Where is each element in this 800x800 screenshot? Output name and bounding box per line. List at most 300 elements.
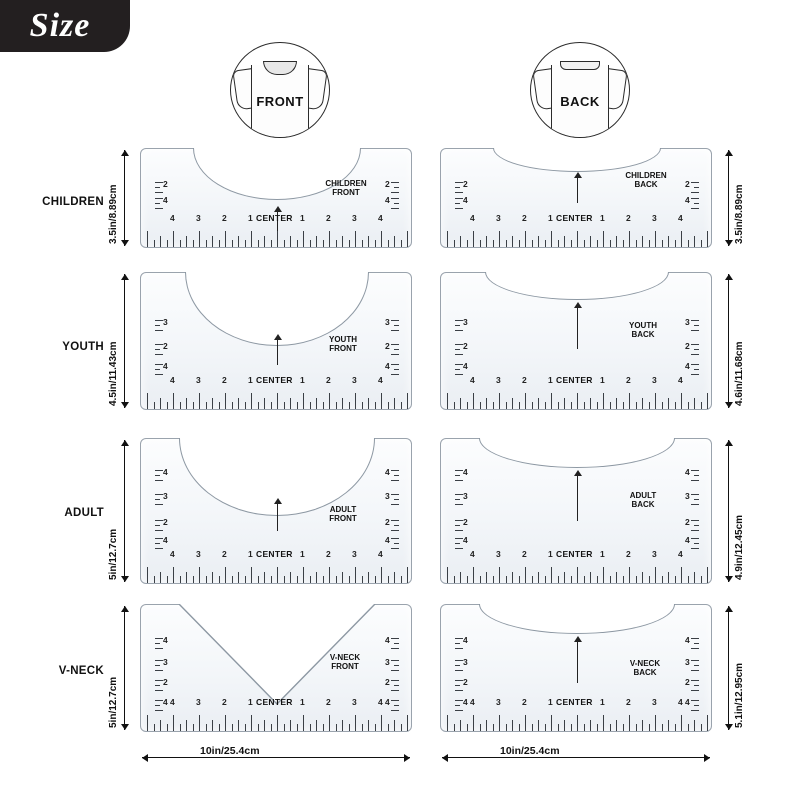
ruler-tick — [407, 393, 408, 409]
ruler-number: 2 — [326, 549, 331, 559]
ruler-scale — [441, 273, 711, 409]
ruler-number: 1 — [300, 697, 305, 707]
ruler-tick — [571, 402, 572, 409]
ruler-tick — [245, 724, 246, 731]
ruler-tick — [232, 576, 233, 583]
ruler-tick — [245, 402, 246, 409]
ruler-tick — [155, 330, 163, 331]
ruler-tick — [154, 240, 155, 247]
ruler-number: 4 — [678, 213, 683, 223]
back-collar-icon — [560, 61, 600, 70]
ruler-tick — [219, 724, 220, 731]
ruler-number: 4 — [470, 375, 475, 385]
ruler-tick — [394, 643, 399, 644]
ruler-tick — [473, 393, 474, 409]
dim-adult-back: 4.9in/12.45cm — [734, 514, 745, 580]
ruler-tick — [694, 325, 699, 326]
ruler-tick — [316, 398, 317, 409]
ruler-tick — [323, 724, 324, 731]
ruler-tick — [551, 567, 552, 583]
ruler-side-number: 4 — [163, 195, 168, 205]
ruler-tick — [590, 572, 591, 583]
ruler-tick — [455, 364, 463, 365]
ruler-tick — [577, 393, 578, 409]
ruler-tick — [603, 715, 604, 731]
ruler-tick — [155, 354, 163, 355]
ruler-number: 4 — [470, 697, 475, 707]
ruler-number: 1 — [248, 213, 253, 223]
ruler-tick — [577, 231, 578, 247]
ruler-tick — [303, 715, 304, 731]
ruler-tick — [155, 705, 160, 706]
ruler-tick — [447, 393, 448, 409]
ruler-tick — [155, 320, 163, 321]
ruler-side-number: 4 — [385, 635, 390, 645]
ruler-number: 3 — [496, 697, 501, 707]
ruler-number: 4 — [378, 375, 383, 385]
ruler-tick — [206, 576, 207, 583]
ruler-tick — [173, 567, 174, 583]
front-view — [221, 42, 339, 138]
ruler-tick — [173, 715, 174, 731]
ruler-tick — [381, 567, 382, 583]
ruler-tick — [394, 665, 399, 666]
ruler-tick — [694, 525, 699, 526]
ruler-vneck-back[interactable] — [440, 604, 712, 732]
ruler-number: 2 — [626, 213, 631, 223]
ruler-tick — [297, 576, 298, 583]
ruler-tick — [401, 724, 402, 731]
ruler-side-number: 4 — [685, 535, 690, 545]
ruler-tick — [623, 240, 624, 247]
ruler-tick — [603, 567, 604, 583]
ruler-tick — [694, 349, 699, 350]
row-label-vneck: V-NECK — [58, 665, 104, 677]
ruler-tick — [571, 576, 572, 583]
ruler-tick — [251, 231, 252, 247]
ruler-tick — [455, 538, 463, 539]
ruler-tick — [473, 231, 474, 247]
ruler-tick — [694, 705, 699, 706]
ruler-number: 3 — [352, 213, 357, 223]
ruler-tick — [342, 720, 343, 731]
ruler-number: 1 — [248, 549, 253, 559]
ruler-number: 3 — [652, 213, 657, 223]
ruler-tick — [391, 670, 399, 671]
ruler-tick — [316, 720, 317, 731]
ruler-tick — [355, 567, 356, 583]
dim-line-adult-back — [728, 440, 729, 582]
ruler-tick — [486, 720, 487, 731]
ruler-tick — [355, 393, 356, 409]
ruler-number: 1 — [300, 213, 305, 223]
ruler-tick — [691, 690, 699, 691]
ruler-tick — [460, 398, 461, 409]
ruler-number: 3 — [652, 549, 657, 559]
ruler-tick — [691, 494, 699, 495]
ruler-tick — [147, 393, 148, 409]
ruler-tick — [512, 398, 513, 409]
ruler-tick — [694, 499, 699, 500]
ruler-tick — [564, 720, 565, 731]
ruler-tick — [694, 543, 699, 544]
ruler-tick — [232, 240, 233, 247]
ruler-tick — [290, 236, 291, 247]
ruler-tick — [199, 715, 200, 731]
ruler-tick — [691, 660, 699, 661]
ruler-tick — [336, 576, 337, 583]
ruler-number: 4 — [378, 697, 383, 707]
ruler-tick — [584, 576, 585, 583]
ruler-tick — [512, 572, 513, 583]
ruler-tick — [668, 398, 669, 409]
ruler-side-number: 2 — [685, 341, 690, 351]
ruler-tick — [336, 402, 337, 409]
ruler-tick — [251, 393, 252, 409]
ruler-tick — [155, 470, 163, 471]
ruler-tick — [538, 720, 539, 731]
ruler-side-number: 2 — [163, 677, 168, 687]
ruler-tick — [455, 543, 460, 544]
ruler-tick — [391, 638, 399, 639]
dim-line-adult-front — [124, 440, 125, 582]
ruler-tick — [455, 208, 463, 209]
ruler-tick — [154, 724, 155, 731]
ruler-tick — [558, 402, 559, 409]
ruler-tick — [193, 724, 194, 731]
ruler-tick — [391, 364, 399, 365]
ruler-tick — [691, 470, 699, 471]
ruler-tick — [636, 240, 637, 247]
ruler-youth-back[interactable] — [440, 272, 712, 410]
ruler-number: 3 — [652, 375, 657, 385]
ruler-tick — [455, 638, 463, 639]
ruler-tick — [323, 240, 324, 247]
ruler-tick — [394, 685, 399, 686]
ruler-tick — [155, 364, 163, 365]
ruler-number: 1 — [600, 375, 605, 385]
ruler-tick — [597, 724, 598, 731]
ruler-children-back[interactable] — [440, 148, 712, 248]
ruler-tick — [455, 182, 463, 183]
ruler-side-number: 3 — [385, 657, 390, 667]
ruler-adult-back[interactable] — [440, 438, 712, 584]
ruler-tick — [694, 475, 699, 476]
ruler-tick — [455, 660, 463, 661]
ruler-tick — [342, 398, 343, 409]
ruler-tick — [391, 182, 399, 183]
ruler-tick — [649, 240, 650, 247]
dim-width-back: 10in/25.4cm — [500, 745, 560, 757]
ruler-number: 4 — [678, 697, 683, 707]
ruler-number: 3 — [496, 549, 501, 559]
ruler-side-number: 2 — [685, 677, 690, 687]
ruler-tick — [662, 576, 663, 583]
ruler-adult-back-text: ADULT BACK — [629, 491, 657, 510]
ruler-side-number: 4 — [463, 635, 468, 645]
ruler-tick — [577, 715, 578, 731]
ruler-tick — [375, 724, 376, 731]
ruler-tick — [258, 576, 259, 583]
ruler-number: 2 — [326, 697, 331, 707]
ruler-tick — [375, 576, 376, 583]
ruler-tick — [707, 393, 708, 409]
ruler-tick — [329, 715, 330, 731]
ruler-tick — [551, 231, 552, 247]
ruler-tick — [571, 240, 572, 247]
dim-vneck-front: 5in/12.7cm — [108, 676, 119, 728]
ruler-side-number: 2 — [685, 517, 690, 527]
ruler-number: 1 — [248, 375, 253, 385]
ruler-tick — [219, 240, 220, 247]
ruler-tick — [447, 567, 448, 583]
ruler-tick — [455, 354, 463, 355]
ruler-tick — [349, 240, 350, 247]
ruler-tick — [455, 344, 463, 345]
ruler-side-number: 4 — [163, 467, 168, 477]
ruler-tick — [180, 402, 181, 409]
ruler-side-number: 2 — [685, 179, 690, 189]
ruler-tick — [694, 203, 699, 204]
dim-width-front: 10in/25.4cm — [200, 745, 260, 757]
ruler-tick — [455, 525, 460, 526]
ruler-tick — [394, 499, 399, 500]
ruler-tick — [290, 572, 291, 583]
ruler-children-back-text: CHILDREN BACK — [625, 171, 667, 190]
ruler-side-number: 4 — [385, 361, 390, 371]
ruler-children-front-text: CHILDREN FRONT — [325, 179, 367, 198]
ruler-tick — [391, 374, 399, 375]
row-label-adult: ADULT — [64, 507, 104, 519]
ruler-tick — [258, 402, 259, 409]
ruler-tick — [155, 475, 160, 476]
center-label: CENTER — [556, 549, 593, 559]
ruler-tick — [636, 576, 637, 583]
ruler-tick — [691, 480, 699, 481]
ruler-children-front[interactable] — [140, 148, 412, 248]
ruler-tick — [691, 198, 699, 199]
ruler-tick — [349, 402, 350, 409]
ruler-tick — [388, 724, 389, 731]
ruler-tick — [655, 567, 656, 583]
ruler-vneck-front[interactable] — [140, 604, 412, 732]
ruler-youth-front[interactable] — [140, 272, 412, 410]
ruler-tick — [629, 567, 630, 583]
ruler-tick — [694, 236, 695, 247]
ruler-tick — [391, 198, 399, 199]
ruler-tick — [707, 567, 708, 583]
ruler-tick — [551, 393, 552, 409]
ruler-tick — [455, 670, 463, 671]
dim-youth-back: 4.6in/11.68cm — [734, 341, 745, 406]
ruler-side-number: 2 — [385, 179, 390, 189]
ruler-number: 1 — [248, 697, 253, 707]
ruler-side-number: 4 — [163, 361, 168, 371]
ruler-tick — [391, 494, 399, 495]
ruler-tick — [180, 724, 181, 731]
ruler-side-number: 4 — [463, 195, 468, 205]
ruler-tick — [455, 548, 463, 549]
ruler-tick — [675, 402, 676, 409]
row-label-children: CHILDREN — [42, 196, 104, 208]
ruler-tick — [525, 393, 526, 409]
ruler-tick — [519, 724, 520, 731]
ruler-tick — [155, 543, 160, 544]
ruler-side-number: 4 — [463, 697, 468, 707]
ruler-side-number: 4 — [385, 535, 390, 545]
ruler-tick — [681, 567, 682, 583]
ruler-tick — [455, 643, 460, 644]
dim-line-vneck-back — [728, 606, 729, 730]
ruler-tick — [391, 504, 399, 505]
ruler-tick — [251, 715, 252, 731]
ruler-tick — [691, 354, 699, 355]
ruler-number: 2 — [522, 213, 527, 223]
ruler-tick — [691, 638, 699, 639]
ruler-side-number: 4 — [685, 635, 690, 645]
ruler-number: 2 — [222, 213, 227, 223]
ruler-tick — [623, 576, 624, 583]
ruler-tick — [455, 680, 463, 681]
ruler-number: 3 — [196, 213, 201, 223]
ruler-tick — [691, 548, 699, 549]
dim-line-children-front — [124, 150, 125, 246]
ruler-tick — [455, 374, 463, 375]
ruler-tick — [493, 240, 494, 247]
ruler-tick — [454, 576, 455, 583]
ruler-side-number: 4 — [385, 697, 390, 707]
ruler-tick — [316, 236, 317, 247]
ruler-tick — [329, 393, 330, 409]
ruler-tick — [362, 724, 363, 731]
ruler-number: 4 — [470, 213, 475, 223]
ruler-side-number: 3 — [463, 491, 468, 501]
ruler-tick — [480, 724, 481, 731]
ruler-tick — [655, 715, 656, 731]
ruler-tick — [629, 393, 630, 409]
ruler-tick — [349, 576, 350, 583]
ruler-number: 2 — [222, 375, 227, 385]
ruler-number: 4 — [378, 549, 383, 559]
ruler-tick — [454, 724, 455, 731]
ruler-tick — [668, 236, 669, 247]
ruler-number: 2 — [326, 213, 331, 223]
ruler-tick — [506, 576, 507, 583]
ruler-tick — [688, 402, 689, 409]
ruler-tick — [701, 402, 702, 409]
ruler-tick — [455, 320, 463, 321]
ruler-tick — [394, 572, 395, 583]
ruler-tick — [362, 402, 363, 409]
dim-line-vneck-front — [124, 606, 125, 730]
ruler-tick — [155, 710, 163, 711]
ruler-tick — [636, 724, 637, 731]
ruler-tick — [193, 576, 194, 583]
ruler-tick — [493, 576, 494, 583]
ruler-tick — [691, 182, 699, 183]
dim-line-children-back — [728, 150, 729, 246]
ruler-tick — [499, 715, 500, 731]
ruler-tick — [454, 240, 455, 247]
ruler-side-number: 3 — [463, 317, 468, 327]
ruler-tick — [447, 715, 448, 731]
ruler-tick — [155, 480, 163, 481]
ruler-tick — [675, 724, 676, 731]
ruler-tick — [694, 572, 695, 583]
dim-children-back: 3.5in/8.89cm — [734, 184, 745, 244]
ruler-tick — [616, 236, 617, 247]
ruler-adult-front[interactable] — [140, 438, 412, 584]
ruler-tick — [407, 231, 408, 247]
ruler-tick — [391, 700, 399, 701]
ruler-tick — [506, 724, 507, 731]
ruler-side-number: 3 — [163, 317, 168, 327]
ruler-tick — [186, 720, 187, 731]
ruler-number: 4 — [678, 375, 683, 385]
ruler-tick — [649, 576, 650, 583]
ruler-number: 3 — [196, 375, 201, 385]
ruler-tick — [206, 402, 207, 409]
ruler-tick — [512, 720, 513, 731]
ruler-tick — [362, 576, 363, 583]
ruler-tick — [545, 724, 546, 731]
dim-children-front: 3.5in/8.89cm — [108, 184, 119, 244]
ruler-tick — [455, 480, 463, 481]
ruler-tick — [694, 369, 699, 370]
ruler-tick — [391, 520, 399, 521]
ruler-tick — [186, 572, 187, 583]
ruler-scale — [141, 605, 411, 731]
ruler-side-number: 3 — [163, 657, 168, 667]
ruler-tick — [694, 665, 699, 666]
ruler-tick — [655, 231, 656, 247]
ruler-side-number: 2 — [163, 341, 168, 351]
center-label: CENTER — [256, 375, 293, 385]
size-badge-label: Size — [29, 7, 91, 44]
ruler-tick — [694, 398, 695, 409]
ruler-tick — [155, 538, 163, 539]
ruler-tick — [155, 680, 163, 681]
ruler-tick — [297, 402, 298, 409]
ruler-tick — [193, 402, 194, 409]
ruler-number: 3 — [352, 697, 357, 707]
ruler-tick — [707, 231, 708, 247]
ruler-tick — [394, 543, 399, 544]
ruler-tick — [525, 715, 526, 731]
ruler-tick — [486, 236, 487, 247]
ruler-tick — [394, 705, 399, 706]
ruler-tick — [616, 720, 617, 731]
ruler-tick — [558, 724, 559, 731]
ruler-tick — [493, 724, 494, 731]
ruler-tick — [394, 398, 395, 409]
ruler-tick — [277, 393, 278, 409]
ruler-tick — [381, 393, 382, 409]
ruler-tick — [186, 236, 187, 247]
ruler-tick — [362, 240, 363, 247]
ruler-number: 2 — [626, 375, 631, 385]
ruler-tick — [694, 643, 699, 644]
ruler-tick — [629, 715, 630, 731]
ruler-tick — [545, 240, 546, 247]
center-label: CENTER — [556, 697, 593, 707]
ruler-tick — [460, 572, 461, 583]
ruler-number: 1 — [548, 697, 553, 707]
ruler-tick — [564, 398, 565, 409]
ruler-side-number: 2 — [385, 517, 390, 527]
ruler-tick — [271, 724, 272, 731]
dim-line-width-front — [142, 757, 410, 758]
